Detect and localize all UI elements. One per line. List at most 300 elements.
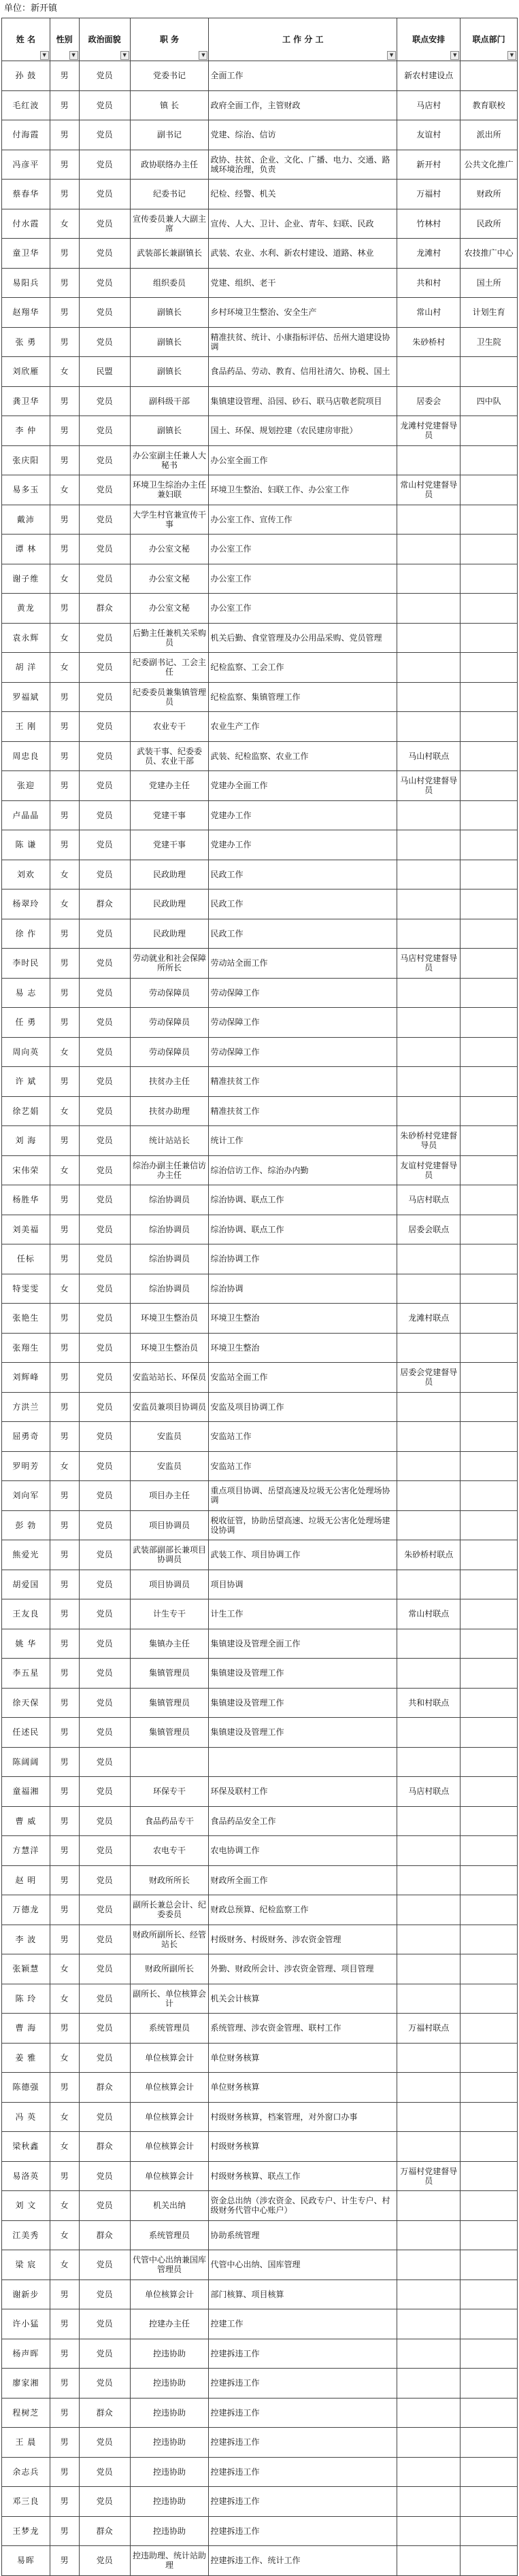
liaison-arrangement-cell[interactable]	[397, 623, 461, 653]
name-cell[interactable]: 黄龙	[2, 594, 50, 624]
liaison-arrangement-cell[interactable]: 龙滩村党建督导员	[397, 416, 461, 446]
political-status-cell[interactable]: 群众	[79, 889, 130, 919]
liaison-arrangement-cell[interactable]	[397, 2280, 461, 2309]
position-cell[interactable]: 劳动保障员	[130, 978, 209, 1008]
political-status-cell[interactable]: 党员	[79, 1096, 130, 1126]
gender-cell[interactable]: 男	[50, 1688, 79, 1718]
gender-cell[interactable]: 男	[50, 800, 79, 830]
position-cell[interactable]: 办公室文秘	[130, 594, 209, 624]
gender-cell[interactable]: 女	[50, 1037, 79, 1067]
political-status-cell[interactable]: 党员	[79, 1777, 130, 1807]
duties-cell[interactable]: 计生工作	[209, 1599, 397, 1629]
gender-cell[interactable]: 女	[50, 2102, 79, 2132]
political-status-cell[interactable]: 党员	[79, 2250, 130, 2280]
duties-cell[interactable]: 部门核算、项目核算	[209, 2280, 397, 2309]
duties-cell[interactable]: 民政工作	[209, 860, 397, 889]
duties-cell[interactable]: 控建拆违工作	[209, 2487, 397, 2517]
liaison-department-cell[interactable]	[461, 2369, 518, 2399]
duties-cell[interactable]: 纪检监察、工会工作	[209, 653, 397, 683]
gender-cell[interactable]: 男	[50, 2516, 79, 2546]
liaison-department-cell[interactable]: 公共文化推广	[461, 150, 518, 180]
position-cell[interactable]: 安监站站长、环保员	[130, 1363, 209, 1393]
gender-cell[interactable]: 女	[50, 2220, 79, 2250]
political-status-cell[interactable]: 党员	[79, 1422, 130, 1452]
duties-cell[interactable]: 外勤、财政所会计、涉农资金管理、项目管理	[209, 1954, 397, 1984]
duties-cell[interactable]: 劳动保障工作	[209, 978, 397, 1008]
gender-cell[interactable]: 男	[50, 2073, 79, 2103]
political-status-cell[interactable]: 党员	[79, 2369, 130, 2399]
name-cell[interactable]: 罗明芳	[2, 1451, 50, 1481]
name-cell[interactable]: 毛红波	[2, 90, 50, 120]
name-cell[interactable]: 张艳生	[2, 1304, 50, 1334]
name-cell[interactable]: 邓三良	[2, 2487, 50, 2517]
liaison-arrangement-cell[interactable]	[397, 1836, 461, 1866]
liaison-arrangement-cell[interactable]	[397, 978, 461, 1008]
position-cell[interactable]: 财政所所长	[130, 1865, 209, 1895]
political-status-cell[interactable]: 党员	[79, 150, 130, 180]
position-cell[interactable]: 办公室副主任兼人大秘书	[130, 445, 209, 475]
name-cell[interactable]: 许小猛	[2, 2309, 50, 2339]
duties-cell[interactable]: 综治协调、联点工作	[209, 1215, 397, 1244]
political-status-cell[interactable]: 党员	[79, 1747, 130, 1777]
duties-cell[interactable]: 党建、组织、老干	[209, 268, 397, 298]
duties-cell[interactable]: 精准扶贫、统计、小康指标评估、岳州大道建设协调	[209, 327, 397, 357]
duties-cell[interactable]: 武装工作、项目协调工作	[209, 1540, 397, 1570]
liaison-arrangement-cell[interactable]	[397, 1865, 461, 1895]
gender-cell[interactable]: 男	[50, 1570, 79, 1599]
liaison-arrangement-cell[interactable]: 万福村联点	[397, 2014, 461, 2044]
name-cell[interactable]: 余志兵	[2, 2457, 50, 2487]
liaison-department-cell[interactable]	[461, 1067, 518, 1097]
liaison-arrangement-cell[interactable]: 新开村	[397, 150, 461, 180]
political-status-cell[interactable]: 党员	[79, 1155, 130, 1185]
gender-cell[interactable]: 男	[50, 298, 79, 328]
gender-cell[interactable]: 女	[50, 1155, 79, 1185]
name-cell[interactable]: 徐天保	[2, 1688, 50, 1718]
duties-cell[interactable]: 环保及联村工作	[209, 1777, 397, 1807]
position-cell[interactable]: 集镇办主任	[130, 1629, 209, 1659]
filter-dropdown-icon[interactable]: ▼	[69, 51, 78, 60]
gender-cell[interactable]: 男	[50, 2487, 79, 2517]
liaison-arrangement-cell[interactable]	[397, 1392, 461, 1422]
liaison-arrangement-cell[interactable]: 朱砂桥村联点	[397, 1540, 461, 1570]
political-status-cell[interactable]: 党员	[79, 445, 130, 475]
duties-cell[interactable]: 财政总预算、纪检监察工作	[209, 1895, 397, 1925]
liaison-arrangement-cell[interactable]: 友谊村党建督导员	[397, 1155, 461, 1185]
liaison-arrangement-cell[interactable]: 友谊村	[397, 120, 461, 150]
liaison-department-cell[interactable]	[461, 1629, 518, 1659]
position-cell[interactable]: 单位核算会计	[130, 2043, 209, 2073]
position-cell[interactable]: 党建办主任	[130, 771, 209, 801]
position-cell[interactable]: 代管中心出纳兼国库管理员	[130, 2250, 209, 2280]
liaison-arrangement-cell[interactable]	[397, 1451, 461, 1481]
name-cell[interactable]: 姚 华	[2, 1629, 50, 1659]
duties-cell[interactable]: 乡村环境卫生整治、安全生产	[209, 298, 397, 328]
liaison-department-cell[interactable]	[461, 1806, 518, 1836]
duties-cell[interactable]: 食品药品安全工作	[209, 1806, 397, 1836]
position-cell[interactable]: 政协联络办主任	[130, 150, 209, 180]
liaison-arrangement-cell[interactable]: 龙滩村	[397, 239, 461, 269]
name-cell[interactable]: 赵 明	[2, 1865, 50, 1895]
political-status-cell[interactable]: 党员	[79, 1984, 130, 2014]
gender-cell[interactable]: 男	[50, 239, 79, 269]
duties-cell[interactable]: 农电协调工作	[209, 1836, 397, 1866]
gender-cell[interactable]: 男	[50, 1215, 79, 1244]
gender-cell[interactable]: 女	[50, 1451, 79, 1481]
name-cell[interactable]: 张 勇	[2, 327, 50, 357]
name-cell[interactable]: 许 斌	[2, 1067, 50, 1097]
gender-cell[interactable]: 男	[50, 949, 79, 979]
column-header-liaison-department[interactable]: 联点部门 ▼	[461, 18, 518, 61]
political-status-cell[interactable]: 党员	[79, 1126, 130, 1156]
name-cell[interactable]: 方洪兰	[2, 1392, 50, 1422]
duties-cell[interactable]: 协助系统管理	[209, 2220, 397, 2250]
position-cell[interactable]: 综治协调员	[130, 1185, 209, 1215]
name-cell[interactable]: 周向英	[2, 1037, 50, 1067]
liaison-department-cell[interactable]	[461, 1865, 518, 1895]
liaison-arrangement-cell[interactable]	[397, 1806, 461, 1836]
duties-cell[interactable]: 食品药品、劳动、教育、信用社清欠、协税、国土	[209, 357, 397, 387]
duties-cell[interactable]: 集镇建设管理、沿园、砂石、联马店敬老院项目	[209, 386, 397, 416]
liaison-department-cell[interactable]	[461, 1126, 518, 1156]
name-cell[interactable]: 杨胜华	[2, 1185, 50, 1215]
name-cell[interactable]: 曹 海	[2, 2014, 50, 2044]
liaison-department-cell[interactable]	[461, 2132, 518, 2162]
liaison-department-cell[interactable]	[461, 2546, 518, 2576]
duties-cell[interactable]: 控建拆违工作	[209, 2457, 397, 2487]
liaison-arrangement-cell[interactable]: 马店村党建督导员	[397, 949, 461, 979]
gender-cell[interactable]: 男	[50, 1895, 79, 1925]
position-cell[interactable]: 安监员	[130, 1422, 209, 1452]
liaison-arrangement-cell[interactable]	[397, 2546, 461, 2576]
name-cell[interactable]: 任述民	[2, 1718, 50, 1748]
liaison-arrangement-cell[interactable]	[397, 1037, 461, 1067]
position-cell[interactable]: 控违协助	[130, 2339, 209, 2369]
liaison-arrangement-cell[interactable]	[397, 2398, 461, 2428]
gender-cell[interactable]: 男	[50, 1422, 79, 1452]
political-status-cell[interactable]: 党员	[79, 535, 130, 564]
name-cell[interactable]: 任 勇	[2, 1008, 50, 1038]
name-cell[interactable]: 谢新步	[2, 2280, 50, 2309]
position-cell[interactable]: 办公室文秘	[130, 535, 209, 564]
political-status-cell[interactable]: 群众	[79, 2516, 130, 2546]
liaison-arrangement-cell[interactable]	[397, 2516, 461, 2546]
gender-cell[interactable]: 男	[50, 1836, 79, 1866]
position-cell[interactable]: 副科级干部	[130, 386, 209, 416]
duties-cell[interactable]: 控建拆违工作、统计工作	[209, 2546, 397, 2576]
position-cell[interactable]: 控违协助	[130, 2428, 209, 2458]
liaison-department-cell[interactable]	[461, 1688, 518, 1718]
liaison-arrangement-cell[interactable]	[397, 830, 461, 860]
liaison-department-cell[interactable]	[461, 1836, 518, 1866]
political-status-cell[interactable]: 党员	[79, 1895, 130, 1925]
liaison-arrangement-cell[interactable]	[397, 1008, 461, 1038]
name-cell[interactable]: 蔡春华	[2, 180, 50, 209]
political-status-cell[interactable]: 党员	[79, 1599, 130, 1629]
liaison-department-cell[interactable]	[461, 1215, 518, 1244]
gender-cell[interactable]: 男	[50, 2457, 79, 2487]
political-status-cell[interactable]: 党员	[79, 475, 130, 505]
name-cell[interactable]: 赵翔华	[2, 298, 50, 328]
gender-cell[interactable]: 女	[50, 2250, 79, 2280]
political-status-cell[interactable]: 党员	[79, 180, 130, 209]
name-cell[interactable]: 特雯雯	[2, 1274, 50, 1304]
name-cell[interactable]: 胡爱国	[2, 1570, 50, 1599]
name-cell[interactable]: 罗福斌	[2, 682, 50, 712]
position-cell[interactable]: 镇 长	[130, 90, 209, 120]
position-cell[interactable]: 副镇长	[130, 327, 209, 357]
gender-cell[interactable]: 男	[50, 61, 79, 91]
duties-cell[interactable]: 控建拆违工作	[209, 2516, 397, 2546]
gender-cell[interactable]: 女	[50, 1954, 79, 1984]
duties-cell[interactable]: 环境卫生整治	[209, 1304, 397, 1334]
political-status-cell[interactable]: 党员	[79, 2043, 130, 2073]
liaison-department-cell[interactable]	[461, 445, 518, 475]
duties-cell[interactable]: 武装、农业、水利、新农村建设、道路、林业	[209, 239, 397, 269]
name-cell[interactable]: 屈勇奇	[2, 1422, 50, 1452]
liaison-department-cell[interactable]	[461, 978, 518, 1008]
gender-cell[interactable]: 男	[50, 120, 79, 150]
political-status-cell[interactable]: 党员	[79, 682, 130, 712]
position-cell[interactable]: 控违助理、统计站助理	[130, 2546, 209, 2576]
duties-cell[interactable]: 政府全面工作，主管财政	[209, 90, 397, 120]
duties-cell[interactable]: 系统管理、涉农资金管理、联村工作	[209, 2014, 397, 2044]
political-status-cell[interactable]: 党员	[79, 800, 130, 830]
duties-cell[interactable]: 办公室工作	[209, 564, 397, 594]
liaison-arrangement-cell[interactable]	[397, 1718, 461, 1748]
gender-cell[interactable]: 男	[50, 978, 79, 1008]
liaison-department-cell[interactable]	[461, 682, 518, 712]
political-status-cell[interactable]: 党员	[79, 1037, 130, 1067]
duties-cell[interactable]: 控建拆违工作	[209, 2369, 397, 2399]
duties-cell[interactable]: 综治协调工作	[209, 1244, 397, 1274]
liaison-arrangement-cell[interactable]	[397, 2102, 461, 2132]
name-cell[interactable]: 张迎	[2, 771, 50, 801]
political-status-cell[interactable]: 党员	[79, 2487, 130, 2517]
position-cell[interactable]: 纪委书记	[130, 180, 209, 209]
liaison-arrangement-cell[interactable]	[397, 1244, 461, 1274]
liaison-department-cell[interactable]	[461, 2280, 518, 2309]
duties-cell[interactable]	[209, 1747, 397, 1777]
name-cell[interactable]: 易 志	[2, 978, 50, 1008]
position-cell[interactable]: 财政所副所长、经管站长	[130, 1925, 209, 1954]
duties-cell[interactable]: 村级财务核算	[209, 2132, 397, 2162]
position-cell[interactable]: 环境卫生整治员	[130, 1333, 209, 1363]
liaison-department-cell[interactable]	[461, 416, 518, 446]
gender-cell[interactable]: 男	[50, 1777, 79, 1807]
position-cell[interactable]: 副书记	[130, 120, 209, 150]
liaison-department-cell[interactable]	[461, 771, 518, 801]
duties-cell[interactable]: 控建拆违工作	[209, 2428, 397, 2458]
political-status-cell[interactable]: 党员	[79, 712, 130, 742]
duties-cell[interactable]: 劳动站全面工作	[209, 949, 397, 979]
name-cell[interactable]: 付海霞	[2, 120, 50, 150]
liaison-arrangement-cell[interactable]	[397, 2487, 461, 2517]
duties-cell[interactable]: 党建办工作	[209, 830, 397, 860]
liaison-department-cell[interactable]	[461, 1304, 518, 1334]
liaison-department-cell[interactable]	[461, 741, 518, 771]
liaison-department-cell[interactable]	[461, 1659, 518, 1689]
duties-cell[interactable]: 精准扶贫工作	[209, 1067, 397, 1097]
name-cell[interactable]: 刘欢	[2, 860, 50, 889]
name-cell[interactable]: 徐 作	[2, 919, 50, 949]
duties-cell[interactable]: 民政工作	[209, 919, 397, 949]
political-status-cell[interactable]: 党员	[79, 2428, 130, 2458]
political-status-cell[interactable]: 党员	[79, 1659, 130, 1689]
liaison-arrangement-cell[interactable]	[397, 1925, 461, 1954]
political-status-cell[interactable]: 党员	[79, 1008, 130, 1038]
liaison-arrangement-cell[interactable]	[397, 653, 461, 683]
position-cell[interactable]: 综治办副主任兼信访办主任	[130, 1155, 209, 1185]
liaison-arrangement-cell[interactable]	[397, 712, 461, 742]
filter-dropdown-icon[interactable]: ▼	[450, 51, 459, 60]
liaison-arrangement-cell[interactable]: 常山村党建督导员	[397, 475, 461, 505]
liaison-department-cell[interactable]	[461, 623, 518, 653]
political-status-cell[interactable]: 群众	[79, 2073, 130, 2103]
political-status-cell[interactable]: 党员	[79, 1540, 130, 1570]
liaison-department-cell[interactable]	[461, 2428, 518, 2458]
gender-cell[interactable]: 男	[50, 830, 79, 860]
liaison-arrangement-cell[interactable]: 竹林村	[397, 209, 461, 239]
duties-cell[interactable]: 环境卫生整治	[209, 1333, 397, 1363]
gender-cell[interactable]: 男	[50, 268, 79, 298]
name-cell[interactable]: 冯彦平	[2, 150, 50, 180]
liaison-department-cell[interactable]	[461, 1954, 518, 1984]
gender-cell[interactable]: 男	[50, 1363, 79, 1393]
column-header-gender[interactable]: 性别 ▼	[50, 18, 79, 61]
liaison-arrangement-cell[interactable]: 万福村	[397, 180, 461, 209]
gender-cell[interactable]: 女	[50, 1984, 79, 2014]
column-header-position[interactable]: 职 务 ▼	[130, 18, 209, 61]
gender-cell[interactable]: 男	[50, 2428, 79, 2458]
duties-cell[interactable]: 农业生产工作	[209, 712, 397, 742]
name-cell[interactable]: 杨声晖	[2, 2339, 50, 2369]
name-cell[interactable]: 童卫华	[2, 239, 50, 269]
position-cell[interactable]: 环境卫生整治员	[130, 1304, 209, 1334]
liaison-department-cell[interactable]	[461, 1244, 518, 1274]
duties-cell[interactable]: 集镇建设及管理工作	[209, 1718, 397, 1748]
political-status-cell[interactable]: 党员	[79, 2191, 130, 2221]
gender-cell[interactable]: 男	[50, 1599, 79, 1629]
liaison-arrangement-cell[interactable]	[397, 919, 461, 949]
political-status-cell[interactable]: 民盟	[79, 357, 130, 387]
duties-cell[interactable]: 重点项目协调、岳望高速及垃圾无公害化处理场协调	[209, 1481, 397, 1511]
name-cell[interactable]: 万德龙	[2, 1895, 50, 1925]
name-cell[interactable]: 李五星	[2, 1659, 50, 1689]
liaison-department-cell[interactable]	[461, 1510, 518, 1540]
political-status-cell[interactable]: 党员	[79, 2546, 130, 2576]
duties-cell[interactable]: 控建拆违工作	[209, 2398, 397, 2428]
gender-cell[interactable]: 男	[50, 2546, 79, 2576]
political-status-cell[interactable]: 党员	[79, 1925, 130, 1954]
position-cell[interactable]: 单位核算会计	[130, 2161, 209, 2191]
political-status-cell[interactable]: 党员	[79, 1363, 130, 1393]
duties-cell[interactable]: 控建拆违工作	[209, 2339, 397, 2369]
name-cell[interactable]: 谢子维	[2, 564, 50, 594]
gender-cell[interactable]: 男	[50, 386, 79, 416]
liaison-department-cell[interactable]	[461, 475, 518, 505]
gender-cell[interactable]: 男	[50, 1008, 79, 1038]
name-cell[interactable]: 张颖慧	[2, 1954, 50, 1984]
liaison-department-cell[interactable]	[461, 1422, 518, 1452]
liaison-department-cell[interactable]	[461, 1363, 518, 1393]
gender-cell[interactable]: 男	[50, 505, 79, 535]
gender-cell[interactable]: 女	[50, 209, 79, 239]
name-cell[interactable]: 方慧洋	[2, 1836, 50, 1866]
name-cell[interactable]: 王 刚	[2, 712, 50, 742]
name-cell[interactable]: 易多玉	[2, 475, 50, 505]
political-status-cell[interactable]: 群众	[79, 2132, 130, 2162]
liaison-arrangement-cell[interactable]	[397, 1659, 461, 1689]
liaison-department-cell[interactable]	[461, 2250, 518, 2280]
duties-cell[interactable]: 村级财务、村级财务、涉农资金管理	[209, 1925, 397, 1954]
duties-cell[interactable]: 财政所全面工作	[209, 1865, 397, 1895]
liaison-arrangement-cell[interactable]	[397, 2220, 461, 2250]
duties-cell[interactable]: 劳动保障工作	[209, 1037, 397, 1067]
duties-cell[interactable]: 党建办全面工作	[209, 771, 397, 801]
political-status-cell[interactable]: 党员	[79, 386, 130, 416]
position-cell[interactable]: 农电专干	[130, 1836, 209, 1866]
position-cell[interactable]: 集镇管理员	[130, 1659, 209, 1689]
column-header-liaison-arrangement[interactable]: 联点安排 ▼	[397, 18, 461, 61]
gender-cell[interactable]: 男	[50, 2339, 79, 2369]
gender-cell[interactable]: 女	[50, 1274, 79, 1304]
duties-cell[interactable]: 税收征管，协助岳望高速、垃圾无公害化处理场建设协调	[209, 1510, 397, 1540]
position-cell[interactable]: 党建干事	[130, 830, 209, 860]
duties-cell[interactable]: 综治协调、联点工作	[209, 1185, 397, 1215]
liaison-arrangement-cell[interactable]	[397, 1510, 461, 1540]
political-status-cell[interactable]: 党员	[79, 1688, 130, 1718]
gender-cell[interactable]: 男	[50, 2161, 79, 2191]
position-cell[interactable]: 环保专干	[130, 1777, 209, 1807]
duties-cell[interactable]: 政协、扶贫、企业、文化、广播、电力、交通、路域环境治理，负责	[209, 150, 397, 180]
political-status-cell[interactable]: 党员	[79, 120, 130, 150]
position-cell[interactable]: 武装干事、纪委委员、农业干部	[130, 741, 209, 771]
liaison-department-cell[interactable]	[461, 2102, 518, 2132]
liaison-arrangement-cell[interactable]	[397, 1747, 461, 1777]
name-cell[interactable]: 陈阔阔	[2, 1747, 50, 1777]
political-status-cell[interactable]: 党员	[79, 1451, 130, 1481]
duties-cell[interactable]: 集镇建设及管理工作	[209, 1659, 397, 1689]
gender-cell[interactable]: 女	[50, 860, 79, 889]
gender-cell[interactable]: 男	[50, 2280, 79, 2309]
liaison-department-cell[interactable]	[461, 1718, 518, 1748]
liaison-arrangement-cell[interactable]	[397, 1570, 461, 1599]
political-status-cell[interactable]: 党员	[79, 1510, 130, 1540]
liaison-department-cell[interactable]	[461, 712, 518, 742]
position-cell[interactable]: 劳动保障员	[130, 1008, 209, 1038]
duties-cell[interactable]: 控建工作	[209, 2309, 397, 2339]
name-cell[interactable]: 徐艺娟	[2, 1096, 50, 1126]
liaison-department-cell[interactable]	[461, 2457, 518, 2487]
political-status-cell[interactable]: 党员	[79, 90, 130, 120]
gender-cell[interactable]: 男	[50, 919, 79, 949]
liaison-department-cell[interactable]	[461, 889, 518, 919]
liaison-arrangement-cell[interactable]: 朱砂桥村	[397, 327, 461, 357]
position-cell[interactable]	[130, 1747, 209, 1777]
liaison-arrangement-cell[interactable]: 龙滩村联点	[397, 1304, 461, 1334]
liaison-arrangement-cell[interactable]	[397, 889, 461, 919]
duties-cell[interactable]: 综治协调	[209, 1274, 397, 1304]
gender-cell[interactable]: 男	[50, 2398, 79, 2428]
gender-cell[interactable]: 男	[50, 1629, 79, 1659]
position-cell[interactable]: 武装部副部长兼项目协调员	[130, 1540, 209, 1570]
position-cell[interactable]: 集镇管理员	[130, 1718, 209, 1748]
position-cell[interactable]: 纪委副书记、工会主任	[130, 653, 209, 683]
political-status-cell[interactable]: 党员	[79, 1185, 130, 1215]
gender-cell[interactable]: 男	[50, 1659, 79, 1689]
position-cell[interactable]: 系统管理员	[130, 2014, 209, 2044]
